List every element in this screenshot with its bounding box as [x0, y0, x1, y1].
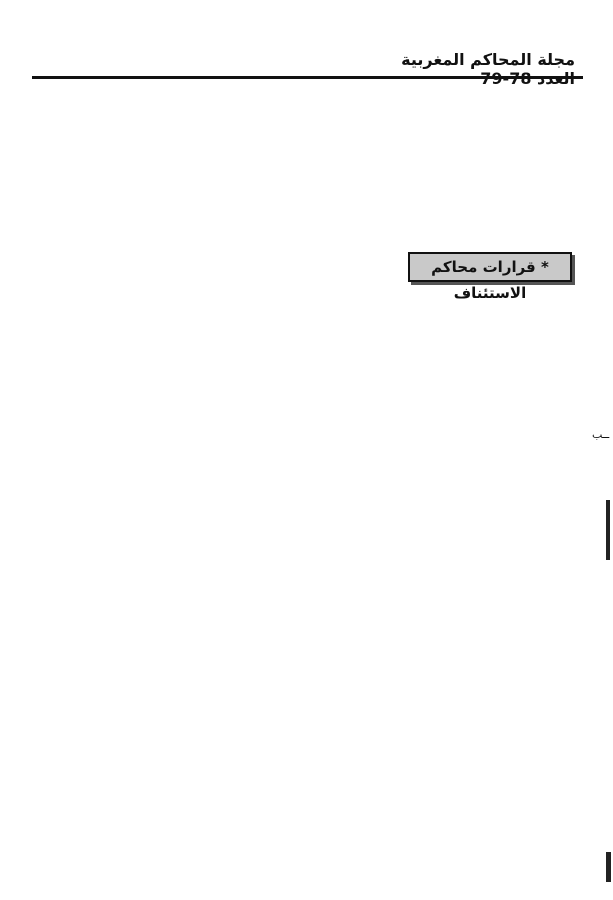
margin-mark: ــب	[592, 428, 610, 441]
journal-header: مجلة المحاكم المغربية العدد 78-79	[401, 50, 575, 88]
scan-edge-mark	[606, 500, 610, 560]
scan-edge-mark	[606, 852, 611, 882]
section-title: * قرارات محاكم الاستئناف	[408, 252, 572, 282]
header-rule	[32, 76, 583, 79]
